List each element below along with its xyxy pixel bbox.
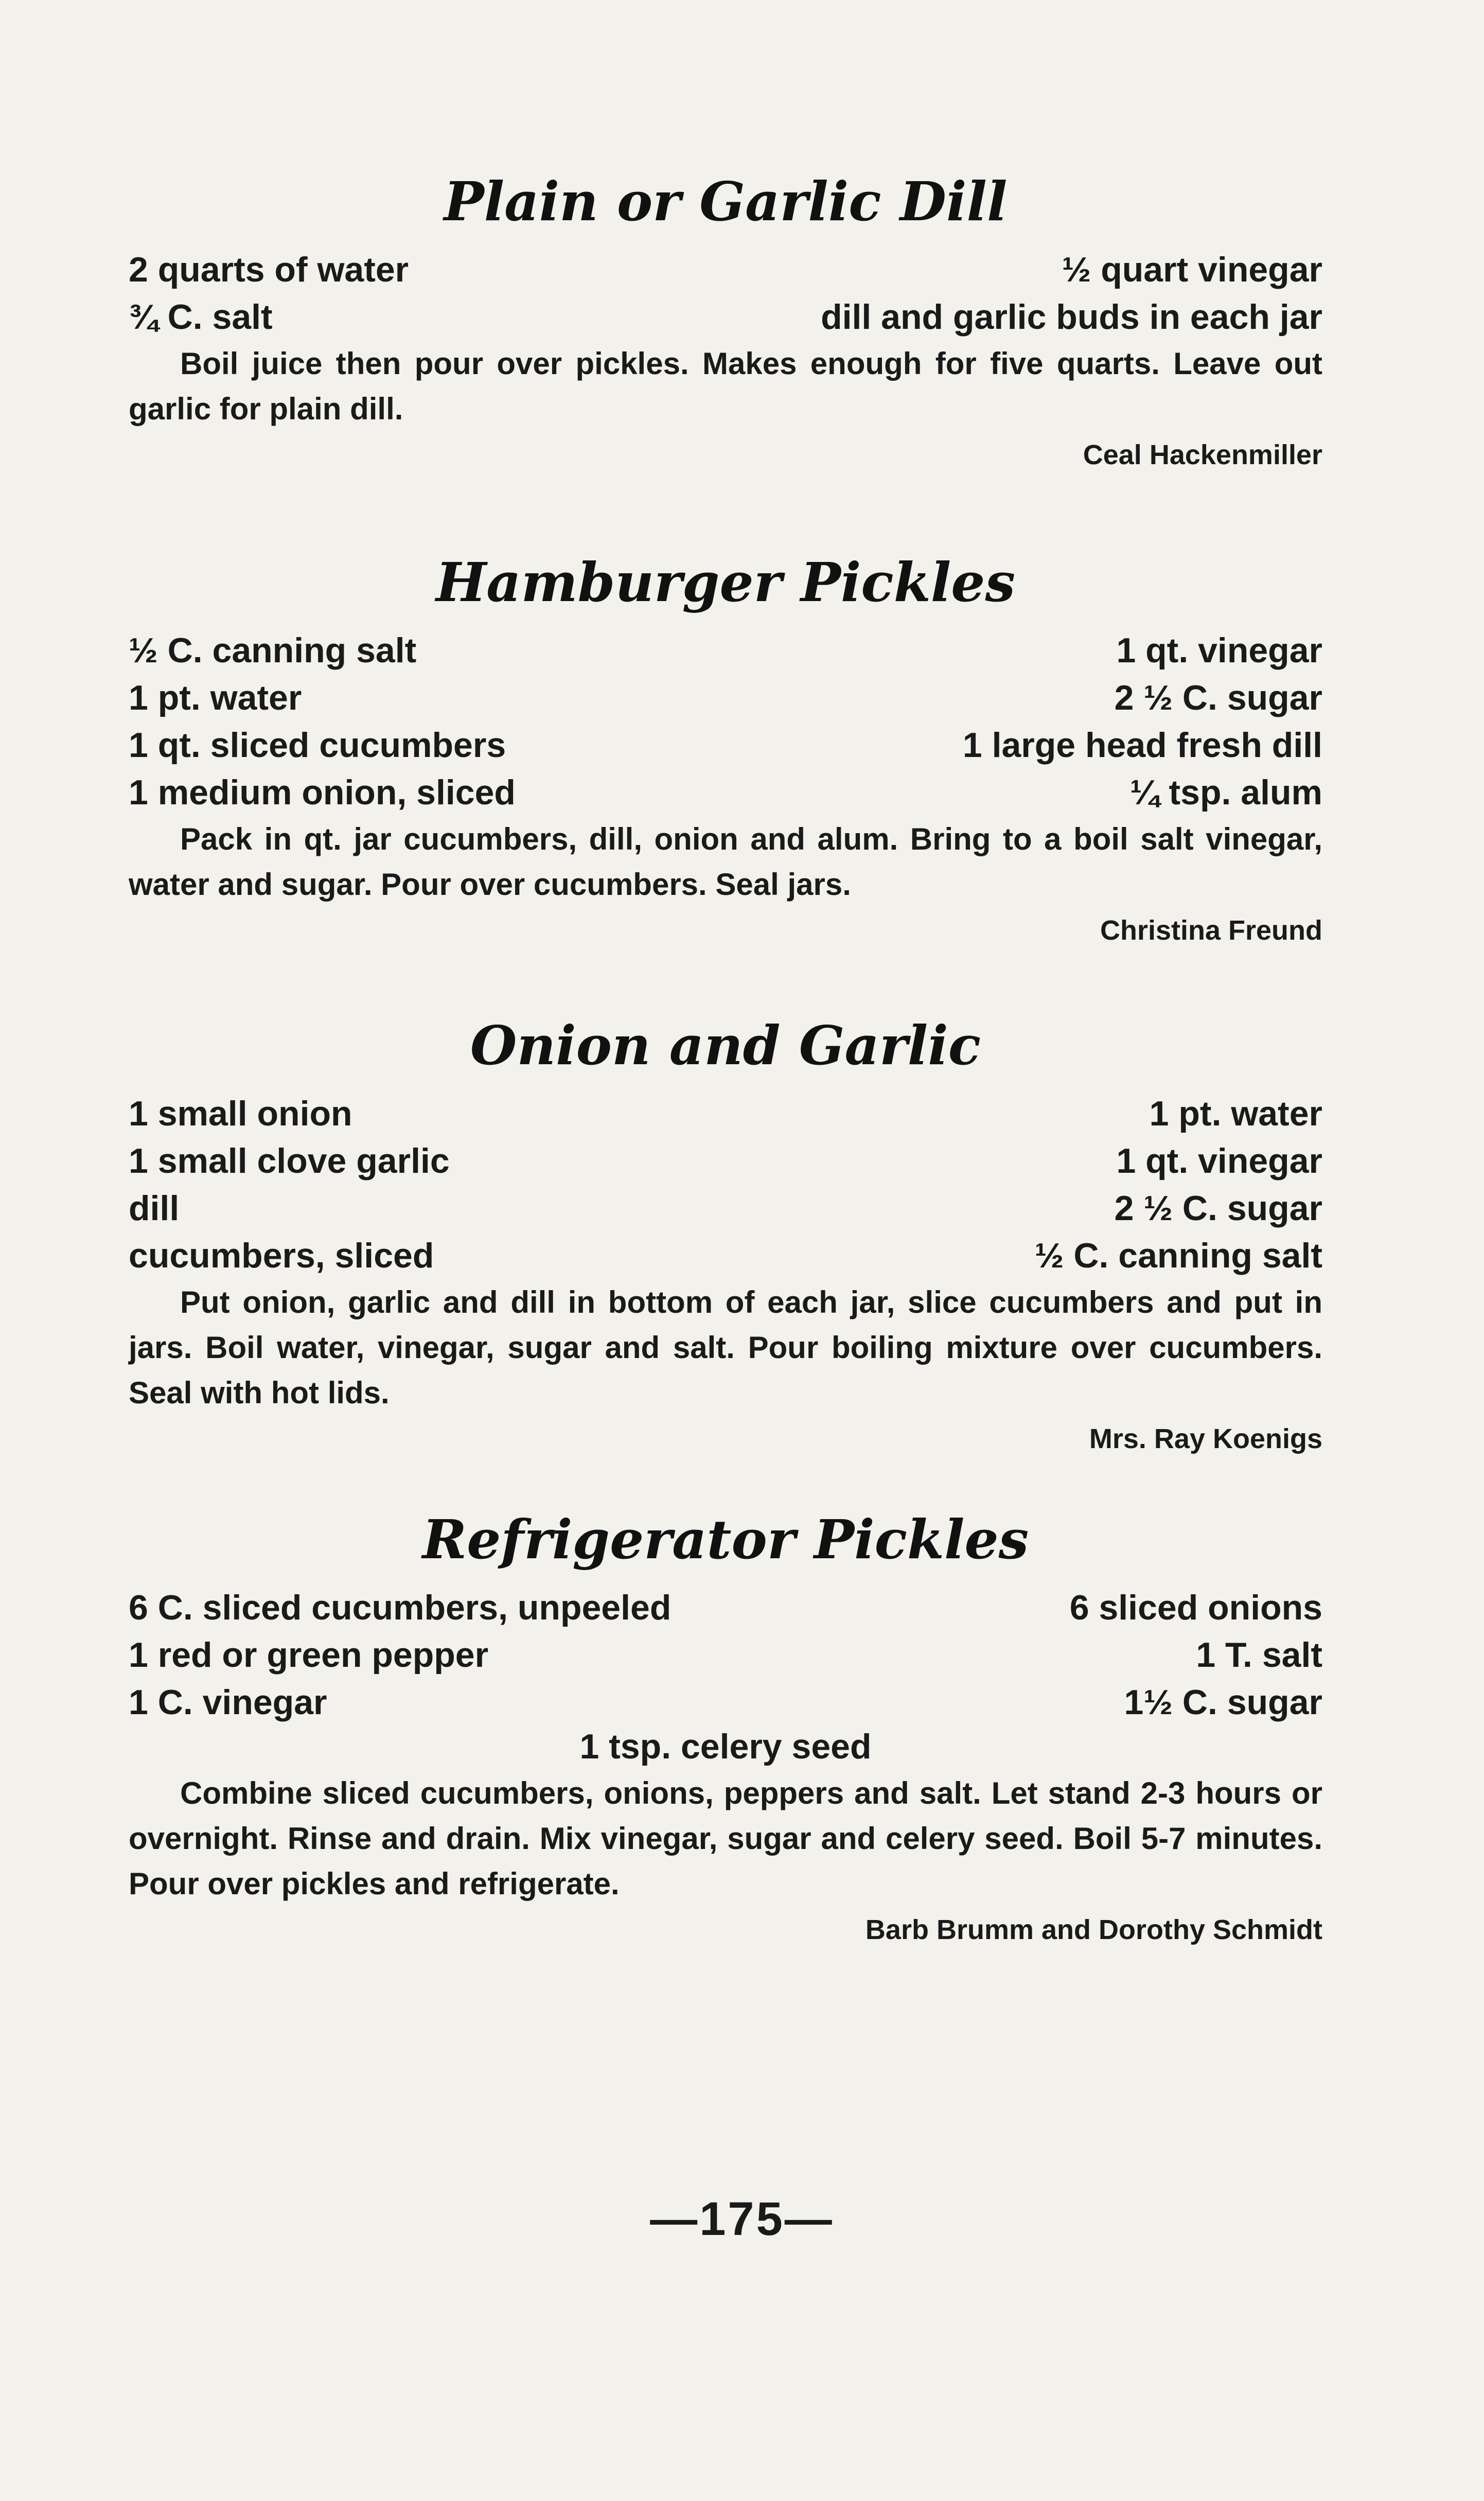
ingredient: 1 T. salt bbox=[1196, 1635, 1322, 1675]
recipe-hamburger-pickles bbox=[129, 551, 1322, 946]
ingredient: 1½ C. sugar bbox=[1124, 1683, 1322, 1722]
ingredient: 6 C. sliced cucumbers, unpeeled bbox=[129, 1588, 672, 1627]
ingredient: ¼ tsp. alum bbox=[1129, 773, 1322, 812]
recipe-title: Hamburger Pickles bbox=[435, 551, 1016, 614]
ingredient: dill and garlic buds in each jar bbox=[821, 297, 1322, 337]
ingredient: 1 qt. vinegar bbox=[1116, 1141, 1322, 1181]
ingredient: 1 pt. water bbox=[1149, 1094, 1322, 1133]
ingredient-list bbox=[129, 1091, 1322, 1278]
recipe-author: Mrs. Ray Koenigs bbox=[1089, 1423, 1322, 1454]
ingredient: 2 ½ C. sugar bbox=[1114, 678, 1322, 717]
recipe-onion-and-garlic bbox=[129, 1014, 1322, 1455]
ingredient: ½ C. canning salt bbox=[129, 631, 417, 670]
ingredient: 1 qt. sliced cucumbers bbox=[129, 726, 506, 765]
recipe-author: Christina Freund bbox=[1100, 915, 1322, 946]
ingredient: 6 sliced onions bbox=[1069, 1588, 1322, 1627]
page-number: —175— bbox=[650, 2193, 834, 2245]
recipe-author: Barb Brumm and Dorothy Schmidt bbox=[865, 1914, 1322, 1945]
ingredient: 1 small clove garlic bbox=[129, 1141, 450, 1181]
recipe-refrigerator-pickles bbox=[129, 1508, 1322, 1946]
recipe-title: Plain or Garlic Dill bbox=[444, 170, 1008, 233]
ingredient: 2 ½ C. sugar bbox=[1114, 1189, 1322, 1228]
recipe-title: Onion and Garlic bbox=[470, 1014, 981, 1077]
ingredient-list bbox=[129, 628, 1322, 815]
ingredient: ½ C. canning salt bbox=[1034, 1236, 1322, 1275]
ingredient: ½ quart vinegar bbox=[1062, 250, 1322, 289]
ingredient: 1 tsp. celery seed bbox=[579, 1727, 872, 1766]
ingredient: 2 quarts of water bbox=[129, 250, 409, 289]
ingredient-list bbox=[129, 248, 1322, 339]
recipe-instructions: Boil juice then pour over pickles. Makes enough for five quarts. Leave out garlic for plain dill. bbox=[129, 346, 1322, 426]
ingredient: 1 small onion bbox=[129, 1094, 352, 1133]
ingredient: cucumbers, sliced bbox=[129, 1236, 434, 1275]
ingredient: 1 qt. vinegar bbox=[1116, 631, 1322, 670]
ingredient: ¾ C. salt bbox=[129, 297, 273, 337]
recipe-instructions: Pack in qt. jar cucumbers, dill, onion and alum. Bring to a boil salt vinegar, water and sugar. Pour over cucumbers. Seal jars. bbox=[129, 822, 1322, 902]
recipe-title: Refrigerator Pickles bbox=[422, 1508, 1029, 1571]
ingredient: 1 red or green pepper bbox=[129, 1635, 489, 1675]
ingredient: dill bbox=[129, 1189, 180, 1228]
ingredient-list bbox=[129, 1586, 1322, 1724]
recipe-instructions: Put onion, garlic and dill in bottom of each jar, slice cucumbers and put in jars. Boil water, vinegar, sugar and salt. Pour boiling mixture over cucumbers. Seal with hot lids. bbox=[129, 1285, 1322, 1410]
recipe-plain-or-garlic-dill bbox=[129, 170, 1322, 471]
ingredient: 1 pt. water bbox=[129, 678, 302, 717]
recipe-author: Ceal Hackenmiller bbox=[1083, 439, 1322, 470]
ingredient: 1 C. vinegar bbox=[129, 1683, 327, 1722]
ingredient: 1 medium onion, sliced bbox=[129, 773, 516, 812]
recipe-instructions: Combine sliced cucumbers, onions, peppers and salt. Let stand 2-3 hours or overnight. Rinse and drain. Mix vinegar, sugar and celery seed. Boil 5-7 minutes. Pour over pickles and refrigerate. bbox=[129, 1776, 1322, 1901]
ingredient: 1 large head fresh dill bbox=[962, 726, 1322, 765]
